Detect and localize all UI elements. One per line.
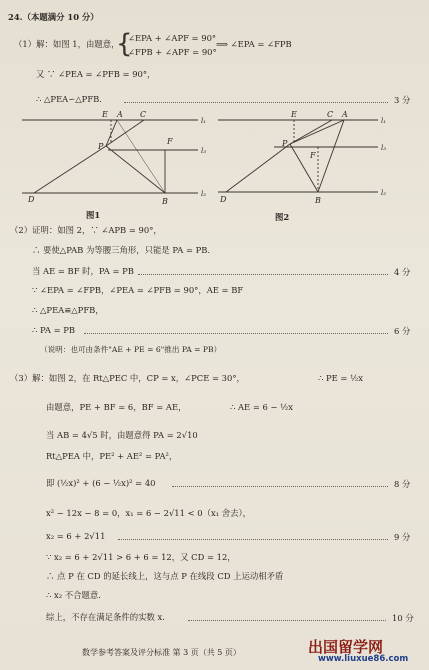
part3-line9: ∴ 点 P 在 CD 的延长线上，这与点 P 在线段 CD 上运动相矛盾: [46, 571, 284, 581]
figure-2-caption: 图2: [275, 212, 290, 222]
system-brace: {: [116, 29, 133, 59]
fig2-label-p: P: [282, 139, 288, 148]
watermark-url: www.liuxue86.com: [318, 654, 409, 664]
fig1-segment-dp: [34, 146, 106, 193]
part2-line1: （2）证明：如图 2，∵ ∠APB = 90°，: [10, 225, 162, 235]
part1-line2: 又 ∵ ∠PEA = ∠PFB = 90°，: [36, 69, 156, 79]
part3-line1: （3）解：如图 2，在 Rt△PEC 中，CP = x，∠PCE = 30°，: [10, 373, 245, 383]
fig2-label-f: F: [310, 151, 316, 160]
fig2-segment-ab: [318, 120, 344, 192]
fig2-segment-pa: [290, 120, 344, 144]
dotted-leader: [124, 102, 388, 103]
fig2-label-l2: l₂: [381, 189, 387, 197]
part2-line4: ∵ ∠EPA = ∠FPB，∠PEA = ∠PFB = 90°，AE = BF: [32, 285, 244, 295]
fig2-label-d: D: [220, 195, 227, 204]
part3-line10: ∴ x₂ 不合题意.: [46, 590, 101, 600]
dotted-leader: [138, 274, 388, 275]
score-4: 4 分: [394, 267, 411, 277]
part3-line4: Rt△PEA 中，PE² + AE² = PA²，: [46, 451, 178, 461]
fig2-label-l3: l₃: [381, 144, 387, 152]
dotted-leader: [84, 333, 388, 334]
fig1-label-f: F: [167, 137, 173, 146]
fig1-segment-ab: [117, 120, 165, 193]
figure-2: [214, 110, 398, 214]
score-6: 6 分: [394, 326, 411, 336]
part3-line5: 即 (½x)² + (6 − ½x)² = 40: [46, 478, 156, 488]
fig2-label-l1: l₁: [381, 117, 387, 125]
figure-1: [18, 108, 214, 216]
dotted-leader: [188, 620, 386, 621]
fig1-label-b: B: [162, 197, 168, 206]
fig2-label-c: C: [327, 110, 334, 119]
part3-line6: x² − 12x − 8 = 0，x₁ = 6 − 2√11 < 0（x₁ 舍去），: [46, 508, 252, 518]
problem-header: 24.（本题满分 10 分）: [8, 12, 99, 22]
fig2-segment-pc: [290, 120, 332, 144]
dotted-leader: [172, 486, 388, 487]
fig1-label-a: A: [117, 110, 123, 119]
part3-line11: 综上，不存在满足条件的实数 x.: [46, 612, 165, 622]
part1-intro: （1）解：如图 1，由题意，: [14, 39, 120, 49]
part2-line3: 当 AE = BF 时，PA = PB: [32, 266, 134, 276]
part1-line3: ∴ △PEA∽△PFB.: [36, 94, 102, 104]
fig1-label-p: P: [98, 142, 104, 151]
watermark-title: 出国留学网: [308, 638, 384, 656]
score-9: 9 分: [394, 532, 411, 542]
part3-line7: x₂ = 6 + 2√11: [46, 531, 106, 541]
part3-line2: 由题意，PE + BF = 6，BF = AE，: [46, 402, 187, 412]
fig2-label-e: E: [291, 110, 297, 119]
part1-system-eq-a: ∠EPA + ∠APF = 90°: [128, 33, 217, 43]
dotted-leader: [118, 539, 388, 540]
part3-line8: ∵ x₂ = 6 + 2√11 > 6 + 6 = 12，又 CD = 12，: [46, 552, 236, 562]
part2-line2: ∴ 要使△PAB 为等腰三角形，只能是 PA = PB.: [32, 245, 211, 255]
part3-pe-equation: ∴ PE = ½x: [318, 373, 363, 383]
fig2-segment-dp: [226, 144, 290, 192]
footer-page-info: 数学参考答案及评分标准 第 3 页（共 5 页）: [82, 648, 241, 657]
fig1-label-c: C: [140, 110, 147, 119]
score-10: 10 分: [392, 613, 414, 623]
part3-ae-equation: ∴ AE = 6 − ½x: [230, 402, 294, 412]
score-3: 3 分: [394, 95, 411, 105]
fig1-segment-pb: [106, 146, 165, 193]
part3-line3: 当 AB = 4√5 时，由题意得 PA = 2√10: [46, 430, 198, 440]
fig1-label-l2: l₂: [201, 190, 207, 198]
fig2-label-b: B: [315, 196, 321, 205]
part2-line6: ∴ PA = PB: [32, 325, 76, 335]
part2-note: （说明：也可由条件"AE + PE = 6"推出 PA = PB）: [40, 345, 222, 354]
part2-line5: ∴ △PEA≌△PFB，: [32, 305, 104, 315]
footer: [0, 638, 429, 670]
score-8: 8 分: [394, 479, 411, 489]
fig1-label-l1: l₁: [201, 117, 207, 125]
figure-1-caption: 图1: [86, 210, 101, 220]
fig1-label-e: E: [102, 110, 108, 119]
part1-system-result: ⟹ ∠EPA = ∠FPB: [216, 39, 292, 49]
fig1-label-l3: l₃: [201, 147, 207, 155]
fig2-label-a: A: [342, 110, 348, 119]
fig1-label-d: D: [28, 195, 35, 204]
part1-system-eq-b: ∠FPB + ∠APF = 90°: [128, 47, 217, 57]
